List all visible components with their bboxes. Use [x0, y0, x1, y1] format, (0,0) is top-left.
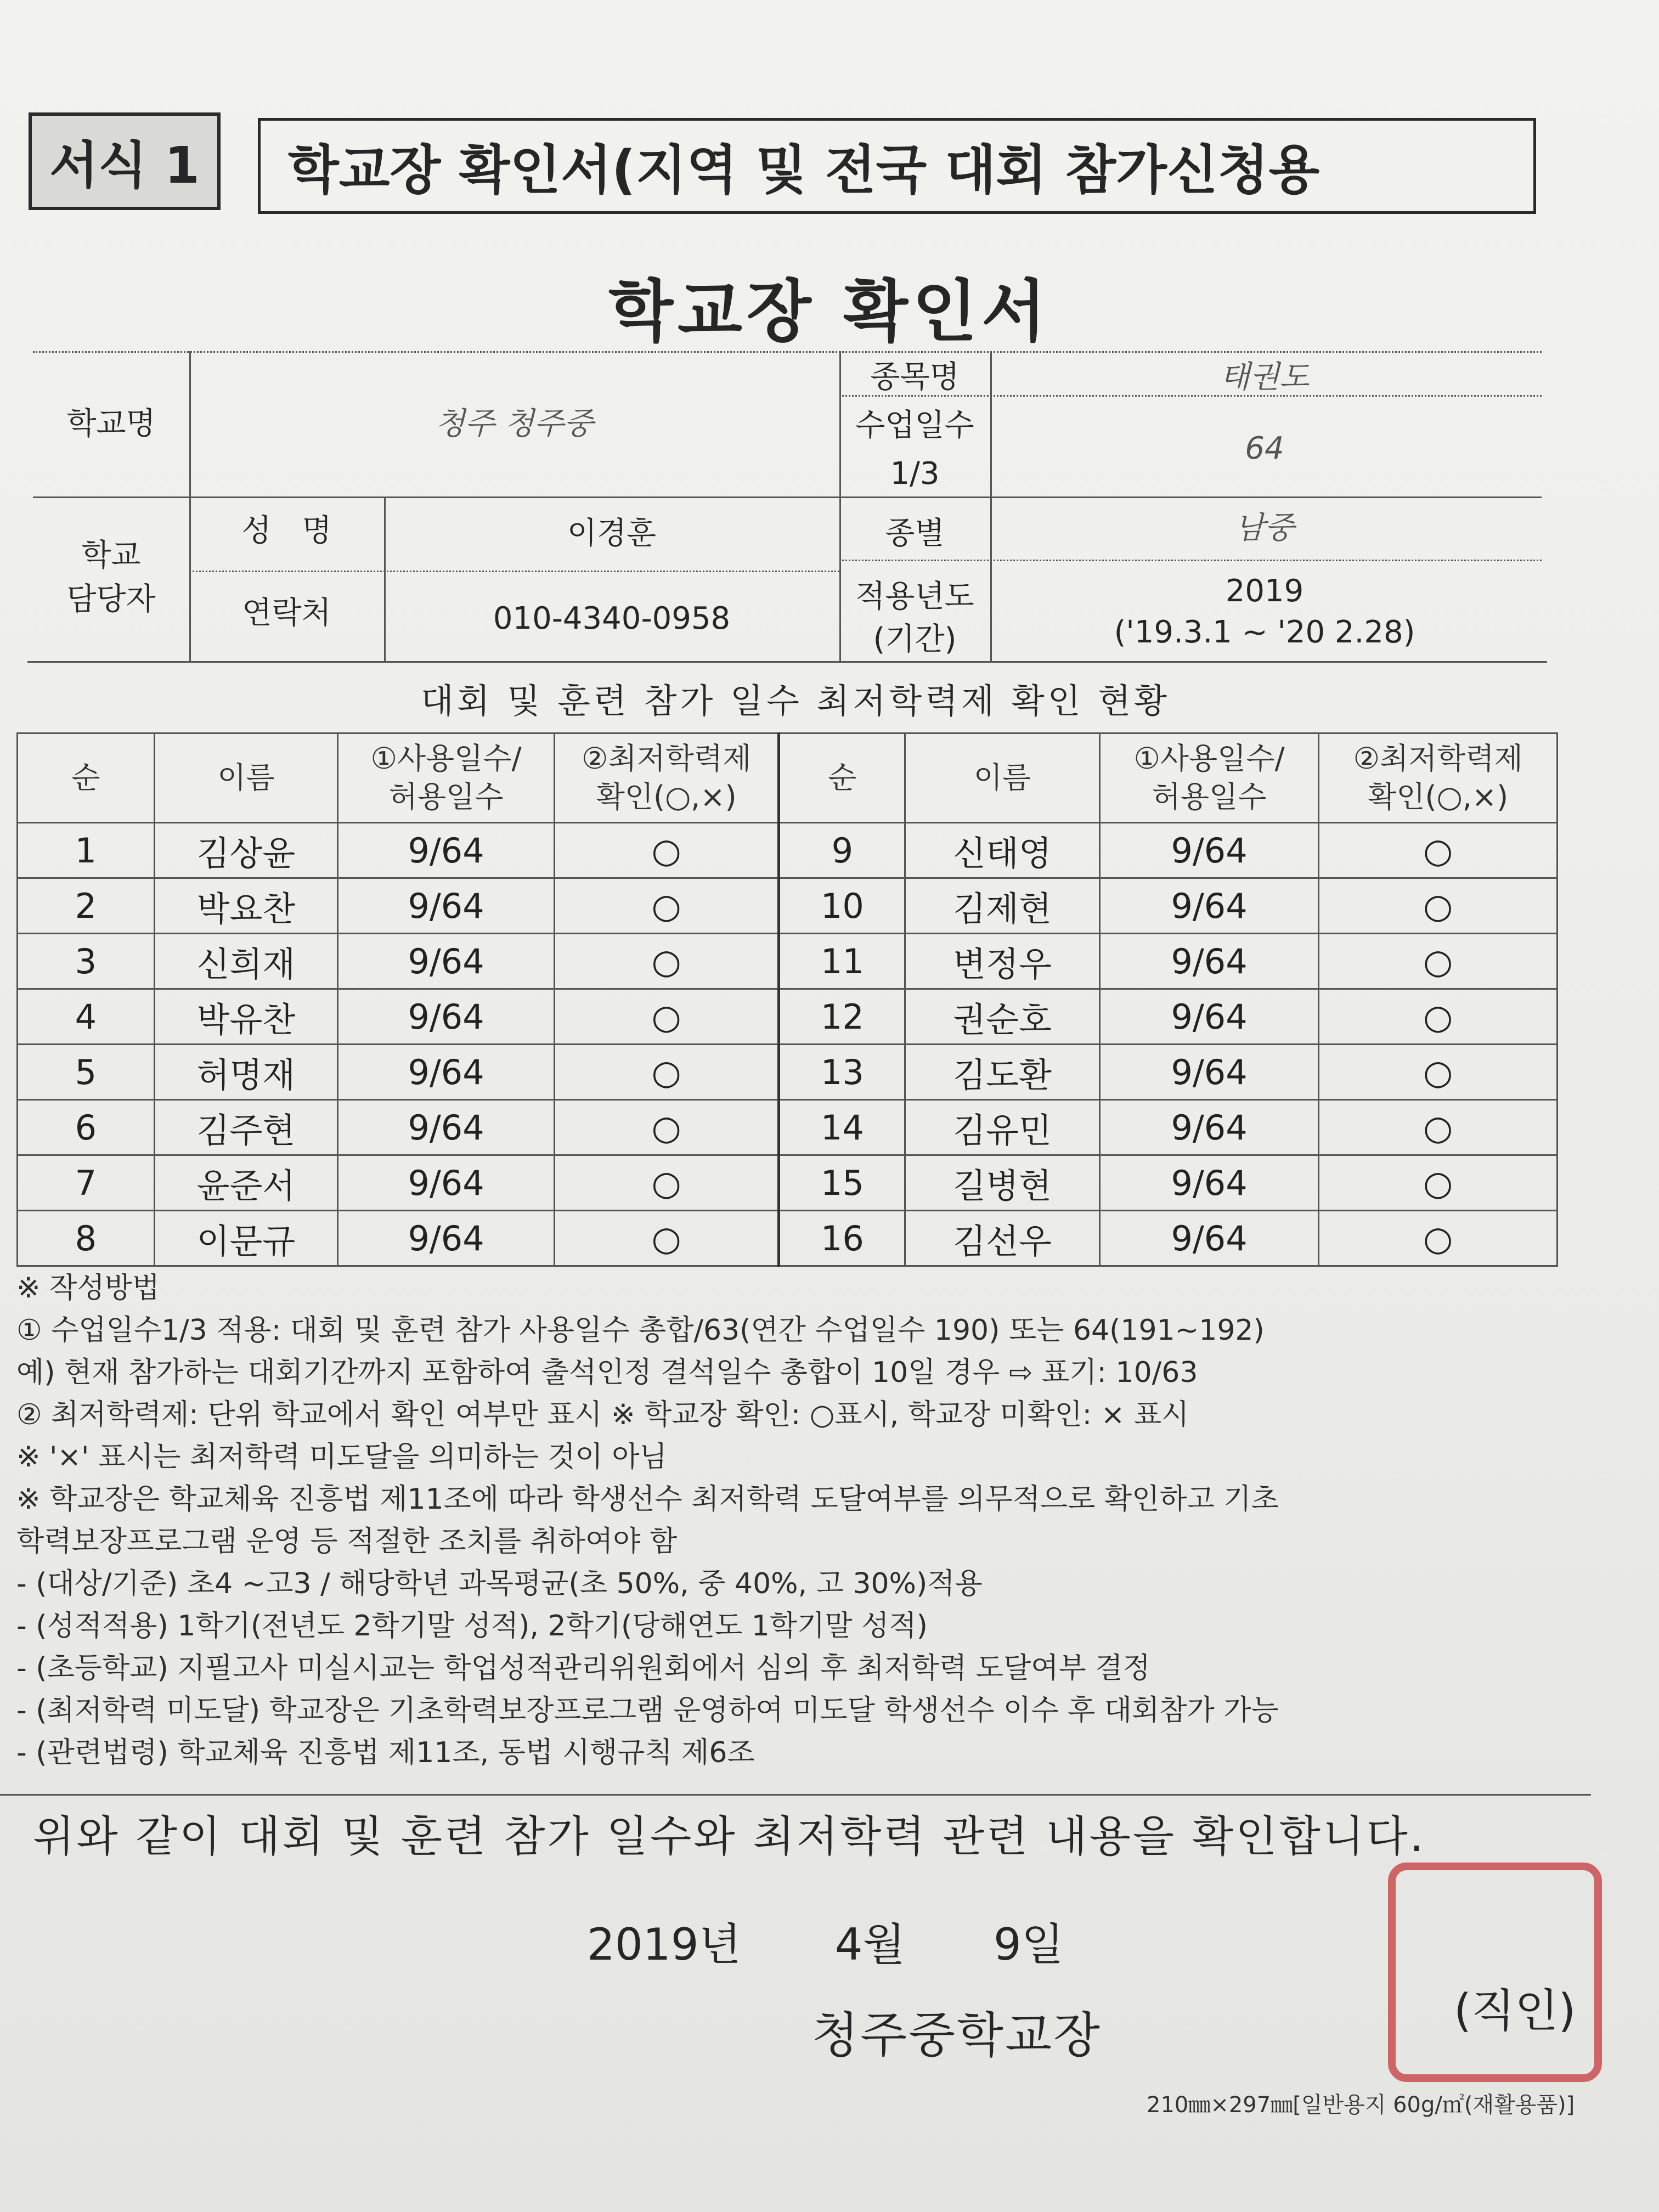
- row-no: 15: [779, 1155, 905, 1211]
- row-no: 10: [779, 878, 905, 934]
- table-row: [18, 1211, 1558, 1266]
- period-value: ('19.3.1 ~ '20 2.28): [1114, 614, 1415, 650]
- row-check: ○: [1319, 934, 1558, 989]
- row-days: 9/64: [338, 1100, 555, 1155]
- row-no: 9: [779, 823, 905, 878]
- row-days: 9/64: [1099, 934, 1319, 989]
- row-check: ○: [554, 823, 779, 878]
- row-days: 9/64: [1099, 1045, 1319, 1100]
- info-divider: [839, 560, 1542, 561]
- section-title: 대회 및 훈련 참가 일수 최저학력제 확인 현황: [420, 681, 1170, 721]
- table-row: [18, 1155, 1558, 1211]
- instruction-line: - (최저학력 미도달) 학교장은 기초학력보장프로그램 운영하여 미도달 학생선수 이수 후 대회참가 가능: [16, 1694, 1279, 1727]
- date-month: 4월: [834, 1919, 905, 1970]
- contact-label: 연락처: [242, 595, 331, 631]
- row-name: 신희재: [154, 934, 338, 989]
- row-check: ○: [554, 1045, 779, 1100]
- table-row: [18, 934, 1558, 989]
- row-check: ○: [554, 878, 779, 934]
- form-title-box: [258, 118, 1536, 214]
- header-check: ②최저학력제 확인(○,×): [554, 733, 779, 823]
- year-label: 적용년도: [855, 579, 974, 614]
- table-header-row: [18, 733, 1558, 823]
- row-no: 12: [779, 989, 905, 1045]
- row-no: 6: [18, 1100, 155, 1155]
- row-no: 1: [18, 823, 155, 878]
- row-name: 김도환: [905, 1045, 1100, 1100]
- row-no: 8: [18, 1211, 155, 1266]
- row-days: 9/64: [1099, 1155, 1319, 1211]
- row-days: 9/64: [1099, 1211, 1319, 1266]
- form-title: 학교장 확인서(지역 및 전국 대회 참가신청용: [288, 139, 1320, 201]
- info-divider: [33, 496, 1542, 498]
- header-days: ①사용일수/ 허용일수: [338, 733, 555, 823]
- row-days: 9/64: [1099, 989, 1319, 1045]
- row-no: 16: [779, 1211, 905, 1266]
- header-name: 이름: [905, 733, 1100, 823]
- row-no: 14: [779, 1100, 905, 1155]
- row-check: ○: [1319, 989, 1558, 1045]
- year-value: 2019: [1225, 573, 1304, 609]
- school-label: 학교명: [66, 406, 156, 442]
- header-no: 순: [779, 733, 905, 823]
- row-check: ○: [1319, 878, 1558, 934]
- row-days: 9/64: [338, 1211, 555, 1266]
- instructions-heading: ※ 작성방법: [16, 1272, 160, 1305]
- row-no: 7: [18, 1155, 155, 1211]
- days-value: 64: [1245, 431, 1284, 466]
- row-name: 김유민: [905, 1100, 1100, 1155]
- info-border-top: [33, 351, 1542, 353]
- instruction-line: - (성적적용) 1학기(전년도 2학기말 성적), 2학기(당해연도 1학기말 성적): [16, 1610, 928, 1643]
- row-no: 5: [18, 1045, 155, 1100]
- table-row: [18, 878, 1558, 934]
- gender-label: 종별: [885, 516, 945, 551]
- staff-name: 이경훈: [567, 516, 657, 551]
- document-title: 학교장 확인서: [608, 273, 1051, 351]
- paper-spec: 210㎜×297㎜[일반용지 60g/㎡(재활용품)]: [1147, 2092, 1575, 2118]
- gender-value: 남중: [1234, 510, 1295, 546]
- staff-label-2: 담당자: [66, 582, 156, 617]
- row-days: 9/64: [338, 878, 555, 934]
- school-name: 청주 청주중: [435, 406, 594, 442]
- row-days: 9/64: [338, 934, 555, 989]
- row-no: 11: [779, 934, 905, 989]
- row-no: 4: [18, 989, 155, 1045]
- instruction-line: ※ 학교장은 학교체육 진흥법 제11조에 따라 학생선수 최저학력 도달여부를 의무적으로 확인하고 기초: [16, 1483, 1279, 1516]
- row-name: 박유찬: [154, 989, 338, 1045]
- staff-label: 학교: [81, 538, 141, 573]
- days-fraction-label: 1/3: [890, 456, 940, 492]
- row-check: ○: [1319, 1211, 1558, 1266]
- form-number-box: [29, 112, 221, 210]
- row-check: ○: [554, 1100, 779, 1155]
- row-name: 김주현: [154, 1100, 338, 1155]
- row-check: ○: [1319, 1155, 1558, 1211]
- row-days: 9/64: [338, 823, 555, 878]
- table-row: [18, 1045, 1558, 1100]
- issue-date: [587, 1909, 1064, 1972]
- header-name: 이름: [154, 733, 338, 823]
- row-name: 이문규: [154, 1211, 338, 1266]
- instruction-line: ① 수업일수1/3 적용: 대회 및 훈련 참가 사용일수 총합/63(연간 수업일수 190) 또는 64(191~192): [16, 1314, 1265, 1347]
- row-no: 3: [18, 934, 155, 989]
- instruction-line: 학력보장프로그램 운영 등 적절한 조치를 취하여야 함: [16, 1525, 678, 1558]
- sport-value: 태권도: [1220, 359, 1310, 395]
- row-name: 윤준서: [154, 1155, 338, 1211]
- row-days: 9/64: [338, 1155, 555, 1211]
- instruction-line: ※ '×' 표시는 최저학력 미도달을 의미하는 것이 아님: [16, 1441, 667, 1474]
- name-label: 성 명: [241, 513, 332, 549]
- table-row: [18, 1100, 1558, 1155]
- table-row: [18, 823, 1558, 878]
- info-border-bottom: [27, 661, 1547, 663]
- instruction-line: 예) 현재 참가하는 대회기간까지 포함하여 출석인정 결석일수 총합이 10일 경우 ⇨ 표기: 10/63: [16, 1356, 1198, 1389]
- principal-name: 청주중학교장: [812, 2007, 1102, 2063]
- official-seal-stamp: [1388, 1863, 1602, 2082]
- row-days: 9/64: [338, 1045, 555, 1100]
- row-name: 권순호: [905, 989, 1100, 1045]
- row-name: 길병현: [905, 1155, 1100, 1211]
- form-number: 서식 1: [49, 136, 200, 195]
- notes-divider: [0, 1794, 1591, 1796]
- instruction-line: - (관련법령) 학교체육 진흥법 제11조, 동법 시행규칙 제6조: [16, 1736, 755, 1769]
- period-label: (기간): [873, 622, 957, 657]
- row-name: 김상윤: [154, 823, 338, 878]
- seal-label: (직인): [1454, 1985, 1576, 2037]
- participation-table: [16, 732, 1558, 1267]
- row-name: 신태영: [905, 823, 1100, 878]
- header-days: ①사용일수/ 허용일수: [1099, 733, 1319, 823]
- row-name: 김제현: [905, 878, 1100, 934]
- row-days: 9/64: [1099, 823, 1319, 878]
- contact-value: 010-4340-0958: [493, 601, 731, 636]
- row-days: 9/64: [1099, 878, 1319, 934]
- info-divider: [189, 571, 839, 572]
- instruction-line: - (대상/기준) 초4 ~고3 / 해당학년 과목평균(초 50%, 중 40%, 고 30%)적용: [16, 1567, 983, 1600]
- days-label: 수업일수: [855, 408, 974, 443]
- row-check: ○: [1319, 1100, 1558, 1155]
- row-name: 허명재: [154, 1045, 338, 1100]
- date-year: 2019년: [587, 1919, 741, 1970]
- row-days: 9/64: [338, 989, 555, 1045]
- confirmation-statement: 위와 같이 대회 및 훈련 참가 일수와 최저학력 관련 내용을 확인합니다.: [33, 1812, 1426, 1861]
- row-days: 9/64: [1099, 1100, 1319, 1155]
- instruction-line: ② 최저학력제: 단위 학교에서 확인 여부만 표시 ※ 학교장 확인: ○표시, 학교장 미확인: × 표시: [16, 1398, 1189, 1431]
- header-no: 순: [18, 733, 155, 823]
- header-check: ②최저학력제 확인(○,×): [1319, 733, 1558, 823]
- date-day: 9일: [993, 1919, 1064, 1970]
- row-name: 변정우: [905, 934, 1100, 989]
- instruction-line: - (초등학교) 지필고사 미실시교는 학업성적관리위원회에서 심의 후 최저학력 도달여부 결정: [16, 1652, 1150, 1685]
- row-check: ○: [554, 1211, 779, 1266]
- row-check: ○: [554, 934, 779, 989]
- instructions: [16, 1267, 1607, 1774]
- row-name: 박요찬: [154, 878, 338, 934]
- row-check: ○: [1319, 1045, 1558, 1100]
- row-name: 김선우: [905, 1211, 1100, 1266]
- row-no: 2: [18, 878, 155, 934]
- table-row: [18, 989, 1558, 1045]
- row-check: ○: [554, 989, 779, 1045]
- row-no: 13: [779, 1045, 905, 1100]
- row-check: ○: [554, 1155, 779, 1211]
- row-check: ○: [1319, 823, 1558, 878]
- sport-label: 종목명: [870, 359, 960, 395]
